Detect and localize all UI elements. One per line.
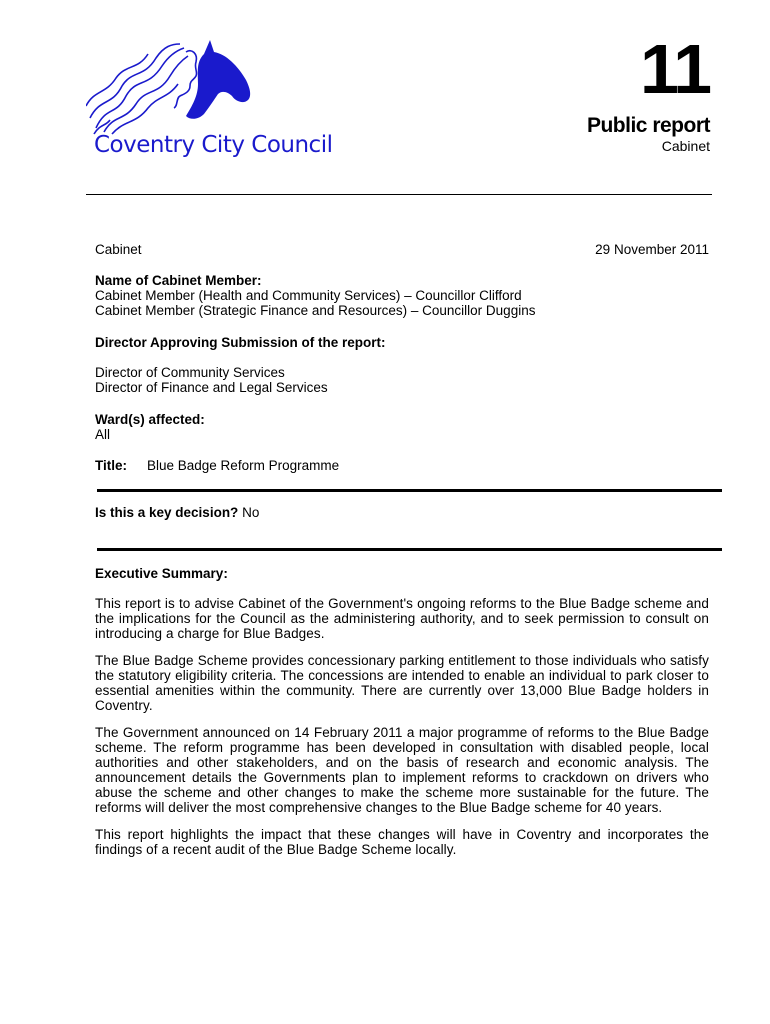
horse-head-logo-icon xyxy=(86,36,316,136)
key-decision-value: No xyxy=(242,505,260,520)
key-decision-label: Is this a key decision? xyxy=(95,505,239,520)
executive-summary xyxy=(95,566,709,857)
cabinet-member-1: Cabinet Member (Health and Community Services) – Councillor Clifford xyxy=(95,288,522,303)
report-number: 11 xyxy=(640,30,710,108)
title-section xyxy=(95,458,709,473)
key-decision-row xyxy=(95,505,709,520)
report-audience: Cabinet xyxy=(661,138,710,154)
summary-paragraph-2: The Blue Badge Scheme provides concessionary parking entitlement to those individuals who satisfy the statutory eligibility criteria. The concessions are intended to enable an individual to park closer to essential amenities within the community. There are currently over 13,000 Blue Badge holders in Coventry. xyxy=(95,653,709,713)
section-divider-1 xyxy=(97,489,722,492)
council-name: Coventry City Council xyxy=(94,132,333,158)
director-heading: Director Approving Submission of the report: xyxy=(95,335,386,350)
header-divider xyxy=(86,194,712,195)
title-label: Title: xyxy=(95,458,128,473)
summary-paragraph-1: This report is to advise Cabinet of the Government's ongoing reforms to the Blue Badge scheme and the implications for the Council as the administering authority, and to seek permission to consult on introducing a charge for Blue Badges. xyxy=(95,596,709,641)
report-type: Public report xyxy=(586,114,710,137)
summary-paragraph-4: This report highlights the impact that these changes will have in Coventry and incorporates the findings of a recent audit of the Blue Badge Scheme locally. xyxy=(95,827,709,857)
meeting-name: Cabinet xyxy=(95,242,142,257)
section-divider-2 xyxy=(97,548,722,551)
report-title: Blue Badge Reform Programme xyxy=(147,458,340,473)
meeting-row xyxy=(95,242,709,257)
cabinet-member-heading: Name of Cabinet Member: xyxy=(95,273,262,288)
wards-heading: Ward(s) affected: xyxy=(95,412,205,427)
director-1: Director of Community Services xyxy=(95,365,285,380)
council-logo xyxy=(86,36,333,166)
summary-heading: Executive Summary: xyxy=(95,566,228,581)
director-section xyxy=(95,335,709,395)
summary-paragraph-3: The Government announced on 14 February 2011 a major programme of reforms to the Blue Badge scheme. The reform programme has been developed in consultation with disabled people, local authorities and other stakeholders, and on the basis of research and economic analysis. The announcement details the Governments plan to implement reforms to crackdown on drivers who abuse the scheme and other changes to make the scheme more sustainable for the future. The reforms will deliver the most comprehensive changes to the Blue Badge scheme for 40 years. xyxy=(95,725,709,815)
wards-value: All xyxy=(95,427,111,442)
cabinet-member-section xyxy=(95,273,709,318)
wards-section xyxy=(95,412,709,442)
meeting-date: 29 November 2011 xyxy=(595,242,709,257)
director-2: Director of Finance and Legal Services xyxy=(95,380,328,395)
cabinet-member-2: Cabinet Member (Strategic Finance and Resources) – Councillor Duggins xyxy=(95,303,536,318)
